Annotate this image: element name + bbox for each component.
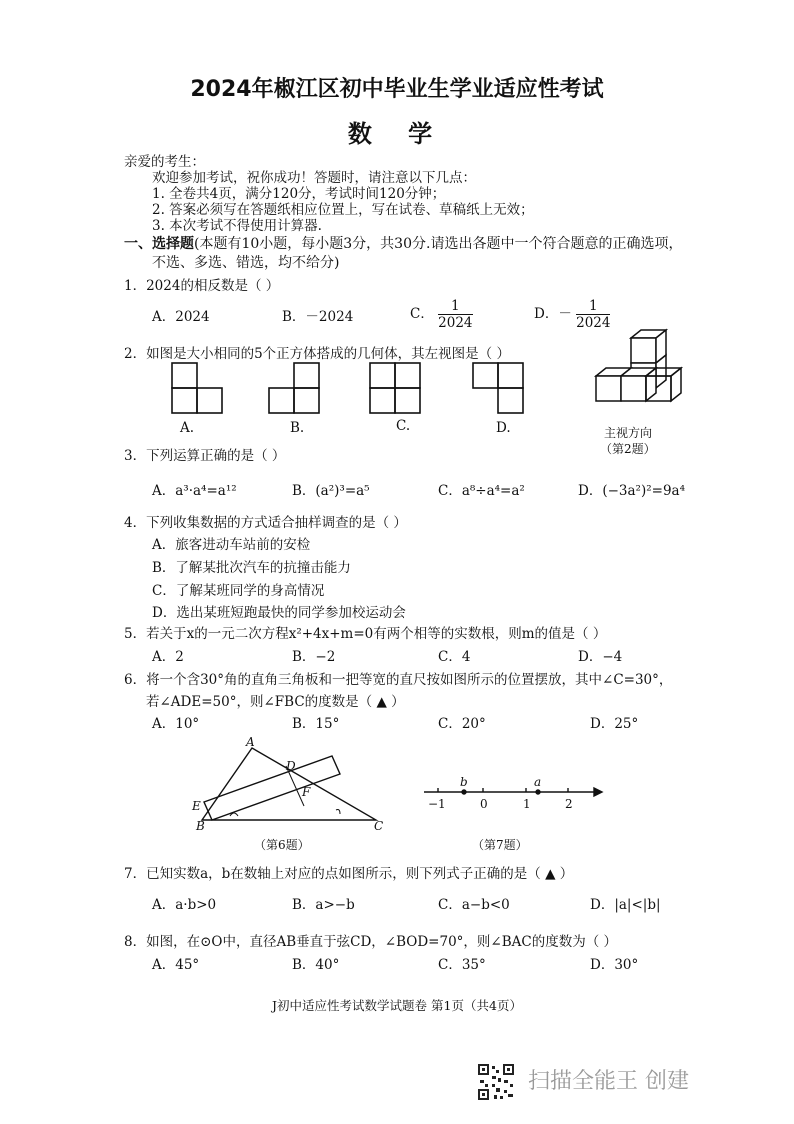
q6-option-d: D．25° xyxy=(590,716,639,732)
qr-code-icon xyxy=(476,1062,516,1102)
question-2-stem: 2．如图是大小相同的5个正方体搭成的几何体，其左视图是（ ） xyxy=(124,346,510,362)
q4-option-c: C．了解某班同学的身高情况 xyxy=(152,583,325,599)
question-4-stem: 4．下列收集数据的方式适合抽样调查的是（ ） xyxy=(124,515,407,531)
fraction-denominator: 2024 xyxy=(576,315,611,331)
q6-figure-label: （第6题） xyxy=(254,838,310,852)
q2-views-figure xyxy=(160,358,580,438)
q7-option-b: B．a>−b xyxy=(292,897,355,913)
section-desc: (本题有10小题，每小题3分，共30分.请选出各题中一个符合题意的正确选项， xyxy=(194,236,683,252)
q3-option-b: B．(a²)³=a⁵ xyxy=(292,483,370,499)
q6-label-e: E xyxy=(192,799,201,813)
question-7-stem: 7．已知实数a，b在数轴上对应的点如图所示，则下列式子正确的是（ ▲ ） xyxy=(124,866,574,882)
q2-view-direction: 主视方向 xyxy=(604,426,653,440)
q2-option-d: D. xyxy=(496,420,511,436)
q1-option-a: A．2024 xyxy=(152,309,210,325)
q2-option-b: B. xyxy=(290,420,305,436)
section-desc-2: 不选、多选、错选，均不给分) xyxy=(152,255,340,271)
q7-tick-1: 1 xyxy=(523,797,531,811)
q5-option-c: C．4 xyxy=(438,649,471,665)
q3-option-d: D．(−3a²)²=9a⁴ xyxy=(578,483,685,499)
q2-option-a: A. xyxy=(180,420,195,436)
q2-option-c: C. xyxy=(396,418,411,434)
q6-option-a: A．10° xyxy=(152,716,200,732)
q2-cubes-figure xyxy=(586,328,686,428)
q1-option-d-label: D．－ xyxy=(534,306,572,322)
instruction-line: 1. 全卷共4页，满分120分，考试时间120分钟； xyxy=(152,186,446,202)
q7-option-d: D．|a|<|b| xyxy=(590,897,661,913)
subject-title: 数 学 xyxy=(347,120,447,148)
fraction-numerator: 1 xyxy=(438,298,472,315)
q6-triangle-ruler-figure xyxy=(190,736,390,836)
fraction xyxy=(576,298,610,331)
q6-label-f: F xyxy=(302,785,311,799)
instruction-line: 3. 本次考试不得使用计算器. xyxy=(152,218,322,234)
question-6-stem-1: 6．将一个含30°角的直角三角板和一把等宽的直尺按如图所示的位置摆放，其中∠C=30°， xyxy=(124,672,673,688)
q7-tick-2: 2 xyxy=(565,797,573,811)
q7-tick-neg1: −1 xyxy=(428,797,446,811)
q2-figure-label: （第2题） xyxy=(600,442,656,456)
q5-option-d: D．−4 xyxy=(578,649,623,665)
q7-number-line-figure xyxy=(418,774,608,814)
q7-option-c: C．a−b<0 xyxy=(438,897,510,913)
q3-option-a: A．a³·a⁴=a¹² xyxy=(152,483,237,499)
instruction-line: 欢迎参加考试，祝你成功！答题时，请注意以下几点： xyxy=(152,170,476,186)
fraction-numerator: 1 xyxy=(576,298,610,315)
q4-option-a: A．旅客进动车站前的安检 xyxy=(152,537,311,553)
q4-option-b: B．了解某批次汽车的抗撞击能力 xyxy=(152,560,351,576)
q5-option-b: B．−2 xyxy=(292,649,336,665)
section-number: 一、选择题 xyxy=(124,236,194,252)
q1-option-c-label: C． xyxy=(410,306,434,322)
scanner-watermark: 扫描全能王 创建 xyxy=(528,1069,689,1094)
page-footer: J初中适应性考试数学试题卷 第1页（共4页） xyxy=(272,998,522,1013)
q7-point-a: a xyxy=(534,775,542,789)
question-8-stem: 8．如图，在⊙O中，直径AB垂直于弦CD，∠BOD=70°，则∠BAC的度数为（ ） xyxy=(124,934,618,950)
q6-label-a: A xyxy=(246,736,255,749)
question-5-stem: 5．若关于x的一元二次方程x²+4x+m=0有两个相等的实数根，则m的值是（ ） xyxy=(124,626,607,642)
q1-option-d xyxy=(534,298,610,331)
q6-option-c: C．20° xyxy=(438,716,486,732)
q5-option-a: A．2 xyxy=(152,649,184,665)
q6-label-b: B xyxy=(196,819,205,833)
question-6-stem-2: 若∠ADE=50°，则∠FBC的度数是（ ▲ ） xyxy=(146,694,405,710)
fraction-denominator: 2024 xyxy=(438,315,473,331)
q7-option-a: A．a·b>0 xyxy=(152,897,217,913)
fraction xyxy=(438,298,472,331)
q8-option-b: B．40° xyxy=(292,957,340,973)
q1-option-c xyxy=(410,298,473,331)
q6-option-b: B．15° xyxy=(292,716,340,732)
q3-option-c: C．a⁸÷a⁴=a² xyxy=(438,483,525,499)
q1-option-b: B．－2024 xyxy=(282,309,354,325)
q7-tick-0: 0 xyxy=(480,797,488,811)
q6-label-d: D xyxy=(286,759,296,773)
q7-figure-label: （第7题） xyxy=(472,838,528,852)
question-1-stem: 1．2024的相反数是（ ） xyxy=(124,278,280,294)
section-heading xyxy=(124,233,682,253)
page-title: 2024年椒江区初中毕业生学业适应性考试 xyxy=(190,77,604,102)
instruction-line: 2. 答案必须写在答题纸相应位置上，写在试卷、草稿纸上无效； xyxy=(152,202,534,218)
greeting: 亲爱的考生： xyxy=(124,154,205,170)
question-3-stem: 3．下列运算正确的是（ ） xyxy=(124,448,286,464)
q4-option-d: D．选出某班短跑最快的同学参加校运动会 xyxy=(152,605,406,621)
q7-point-b: b xyxy=(460,775,468,789)
q8-option-c: C．35° xyxy=(438,957,486,973)
q6-label-c: C xyxy=(374,819,384,833)
q8-option-a: A．45° xyxy=(152,957,200,973)
q8-option-d: D．30° xyxy=(590,957,639,973)
